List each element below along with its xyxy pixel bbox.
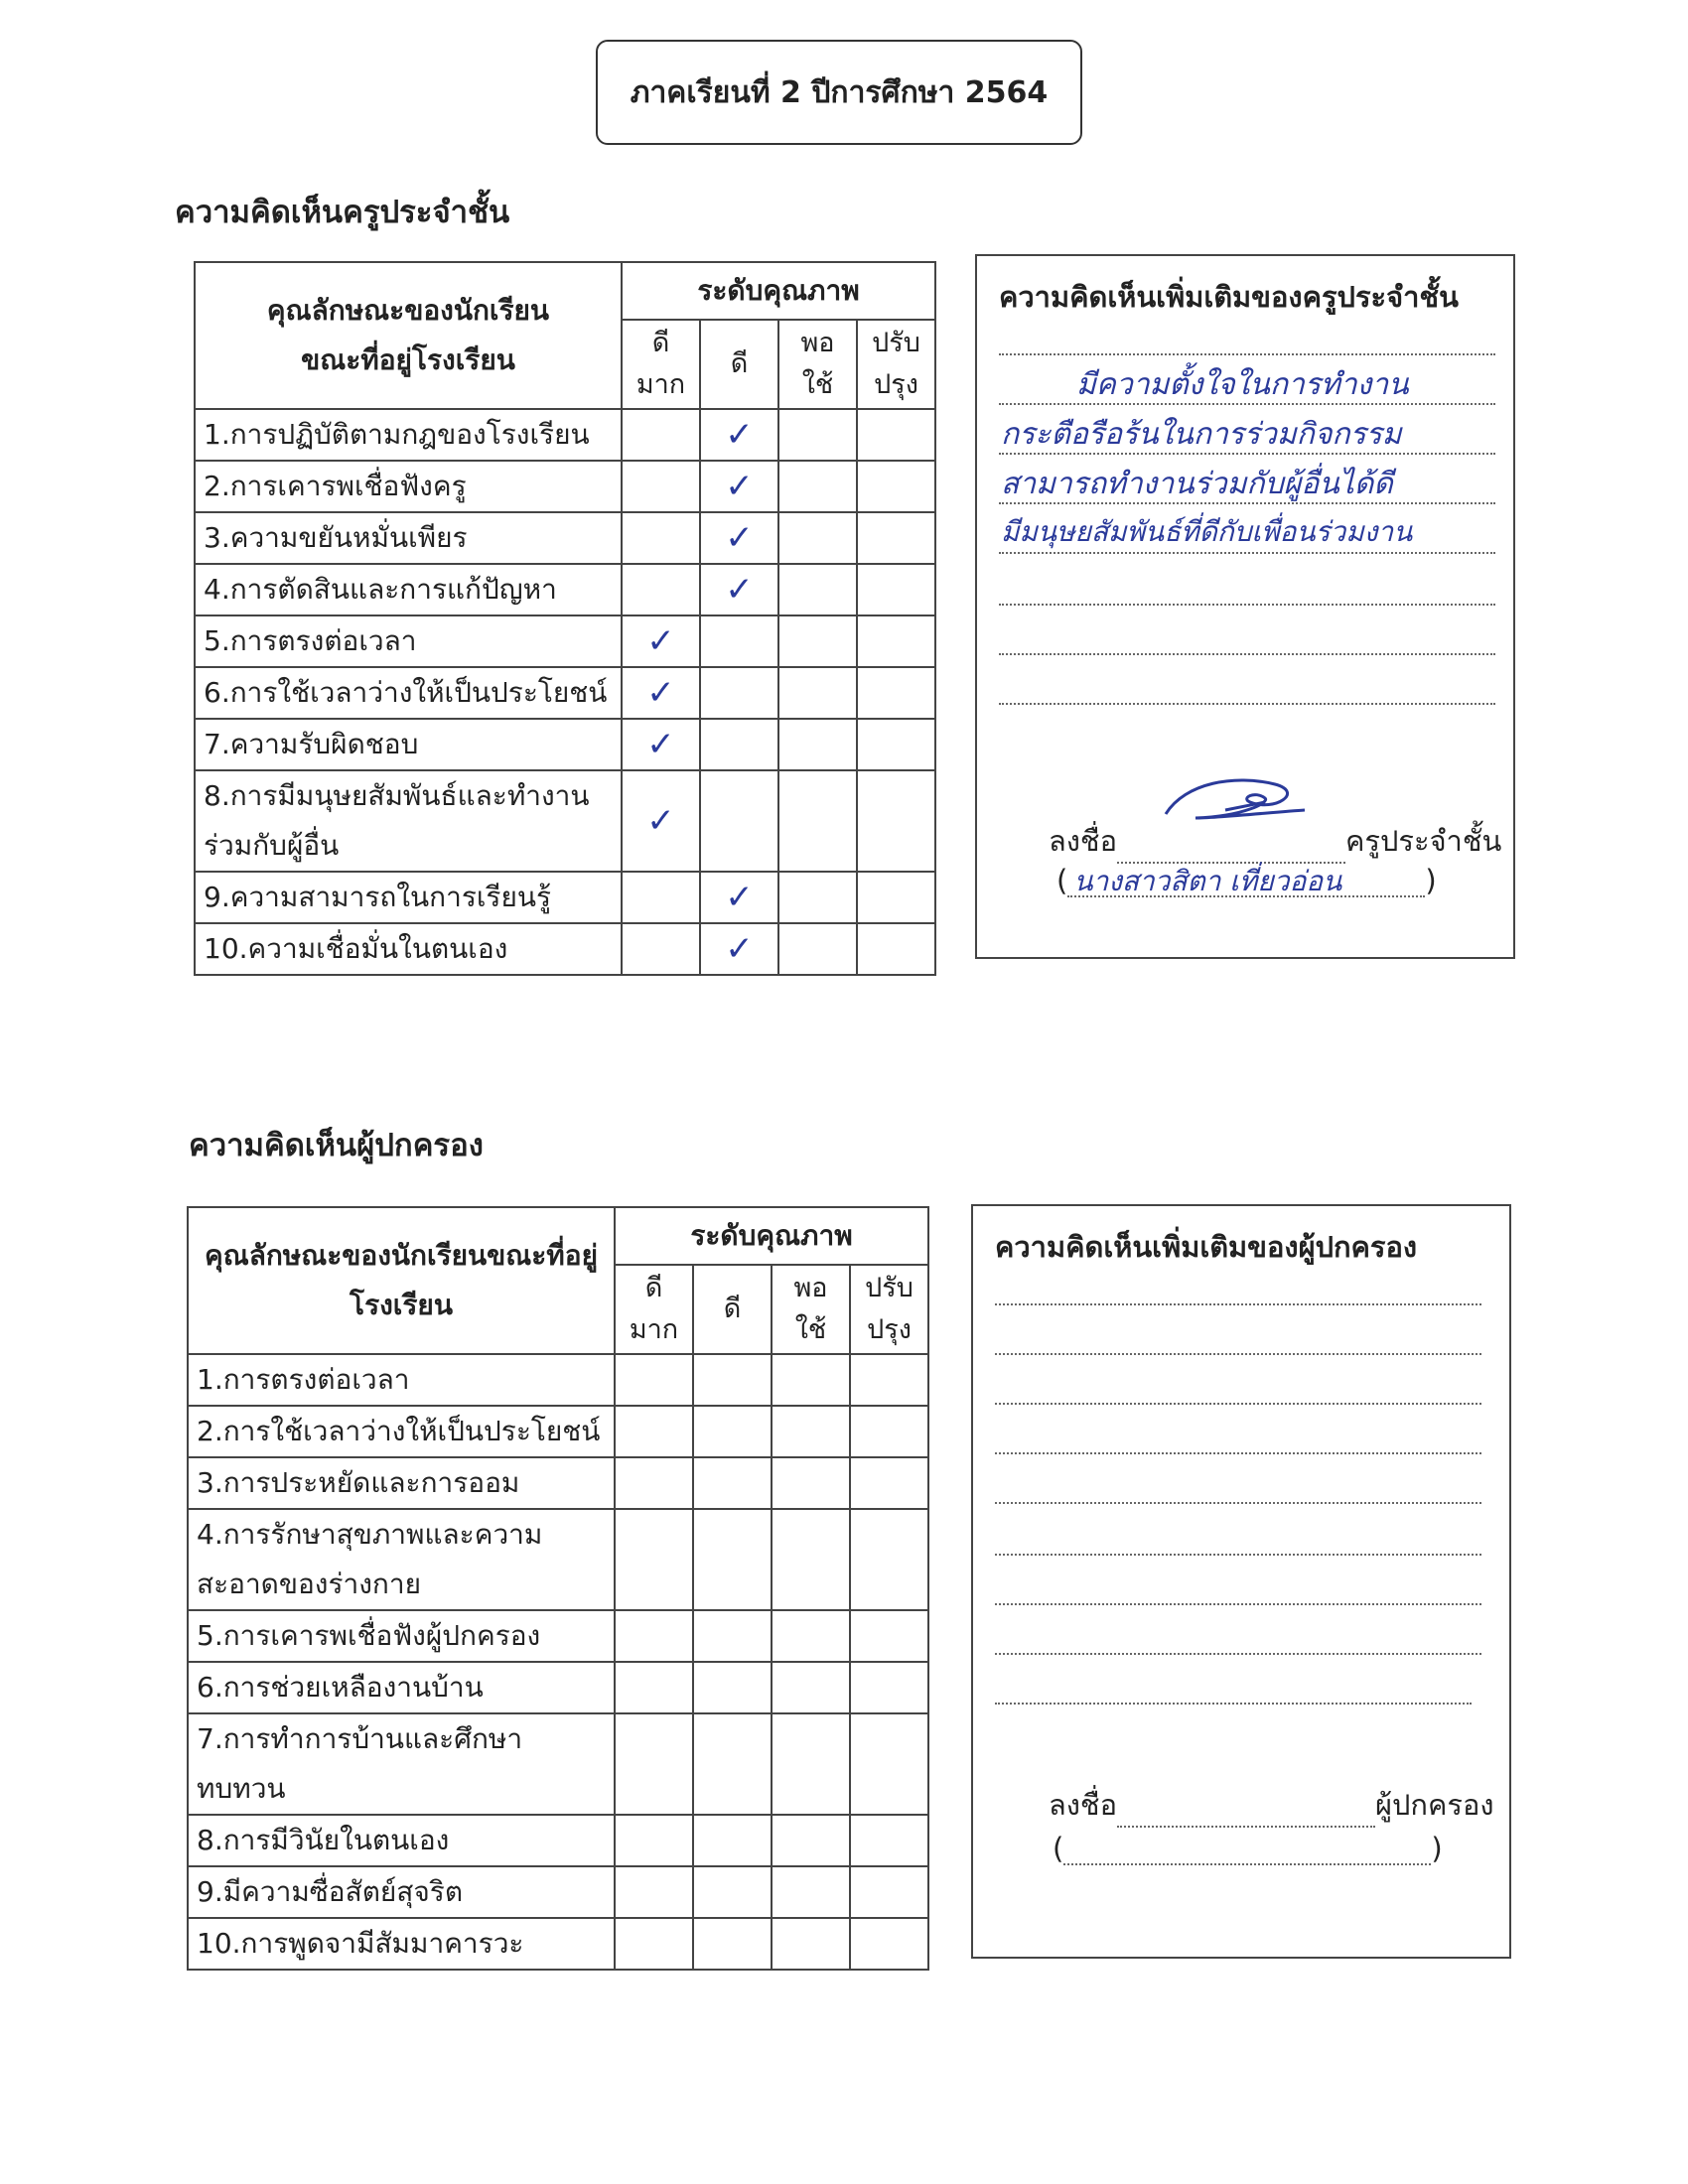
rating-cell[interactable] [615, 1354, 693, 1406]
handwritten-comment-line: กระตือรือร้นในการร่วมกิจกรรม [1001, 417, 1402, 452]
quality-level-header: ระดับคุณภาพ [622, 262, 935, 320]
characteristic-label: 4.การรักษาสุขภาพและความ สะอาดของร่างกาย [188, 1509, 615, 1610]
rating-cell[interactable] [693, 1918, 772, 1970]
parent-comment-box [971, 1204, 1511, 1959]
table-row [188, 1866, 928, 1918]
check-mark-icon: ✓ [646, 725, 675, 764]
rating-cell[interactable] [772, 1918, 850, 1970]
characteristic-label: 5.การตรงต่อเวลา [195, 615, 622, 667]
rating-cell[interactable] [615, 1713, 693, 1815]
table-row [195, 923, 935, 975]
characteristic-label: 6.การช่วยเหลืองานบ้าน [188, 1662, 615, 1713]
table-row [195, 615, 935, 667]
table-row [188, 1457, 928, 1509]
rating-cell[interactable] [772, 1509, 850, 1610]
rating-cell[interactable] [615, 1610, 693, 1662]
rating-cell[interactable] [622, 923, 700, 975]
rating-cell[interactable] [772, 1354, 850, 1406]
parent-evaluation-table [187, 1206, 929, 1971]
rating-cell[interactable] [615, 1866, 693, 1918]
rating-cell[interactable] [778, 512, 857, 564]
comment-line[interactable] [995, 1353, 1481, 1355]
rating-cell[interactable] [857, 667, 935, 719]
rating-cell[interactable] [693, 1509, 772, 1610]
characteristic-label: 1.การปฏิบัติตามกฎของโรงเรียน [195, 409, 622, 461]
rating-cell[interactable] [693, 1815, 772, 1866]
quality-level-header: ระดับคุณภาพ [615, 1207, 928, 1265]
rating-cell[interactable] [693, 1662, 772, 1713]
table-row [188, 1406, 928, 1457]
comment-line[interactable] [999, 604, 1495, 606]
rating-cell[interactable] [615, 1457, 693, 1509]
table-row [188, 1815, 928, 1866]
characteristic-label: 4.การตัดสินและการแก้ปัญหา [195, 564, 622, 615]
rating-cell[interactable] [850, 1457, 928, 1509]
characteristic-label: 2.การเคารพเชื่อฟังครู [195, 461, 622, 512]
rating-cell[interactable] [778, 923, 857, 975]
rating-cell[interactable] [693, 1610, 772, 1662]
rating-cell[interactable] [857, 409, 935, 461]
parent-name-row [1053, 1832, 1443, 1865]
table-row [188, 1662, 928, 1713]
rating-cell[interactable] [850, 1662, 928, 1713]
level-fair: พอ ใช้ [778, 320, 857, 409]
rating-cell[interactable] [857, 719, 935, 770]
rating-cell[interactable] [778, 615, 857, 667]
characteristic-label: 2.การใช้เวลาว่างให้เป็นประโยชน์ [188, 1406, 615, 1457]
table-header-characteristics: คุณลักษณะของนักเรียนขณะที่อยู่ โรงเรียน [188, 1207, 615, 1354]
rating-cell[interactable] [850, 1509, 928, 1610]
parent-section-heading: ความคิดเห็นผู้ปกครอง [189, 1128, 484, 1163]
teacher-comment-title: ความคิดเห็นเพิ่มเติมของครูประจำชั้น [999, 280, 1459, 314]
open-paren: ( [1053, 1832, 1064, 1865]
table-row [188, 1509, 928, 1610]
sign-role: ครูประจำชั้น [1345, 824, 1502, 858]
table-row [195, 461, 935, 512]
comment-line[interactable] [995, 1653, 1481, 1655]
name-line[interactable] [1063, 1834, 1431, 1865]
characteristic-label: 10.ความเชื่อมั่นในตนเอง [195, 923, 622, 975]
rating-cell[interactable] [622, 461, 700, 512]
teacher-evaluation-table [194, 261, 936, 976]
parent-sign-row [1049, 1782, 1494, 1828]
handwritten-comment-line: มีมนุษยสัมพันธ์ที่ดีกับเพื่อนร่วมงาน [1001, 515, 1413, 548]
rating-cell[interactable] [778, 872, 857, 923]
teacher-sign-row [1049, 818, 1501, 864]
table-row [188, 1918, 928, 1970]
handwritten-comment-line: มีความตั้งใจในการทำงาน [1076, 367, 1409, 402]
comment-line[interactable] [995, 1403, 1481, 1405]
rating-cell[interactable] [700, 770, 778, 872]
close-paren: ) [1425, 864, 1437, 897]
rating-cell[interactable] [700, 923, 778, 975]
characteristic-label: 9.ความสามารถในการเรียนรู้ [195, 872, 622, 923]
rating-cell[interactable] [772, 1866, 850, 1918]
rating-cell[interactable] [857, 564, 935, 615]
rating-cell[interactable] [850, 1918, 928, 1970]
rating-cell[interactable] [700, 409, 778, 461]
rating-cell[interactable] [615, 1662, 693, 1713]
teacher-comment-box [975, 254, 1515, 959]
open-paren: ( [1056, 864, 1068, 897]
table-row [195, 667, 935, 719]
close-paren: ) [1431, 1832, 1443, 1865]
check-mark-icon: ✓ [725, 467, 754, 506]
check-mark-icon: ✓ [646, 621, 675, 661]
rating-cell[interactable] [778, 719, 857, 770]
rating-cell[interactable] [693, 1406, 772, 1457]
comment-line[interactable] [999, 653, 1495, 655]
comment-line[interactable] [999, 353, 1495, 355]
comment-line[interactable] [995, 1502, 1481, 1504]
check-mark-icon: ✓ [646, 801, 675, 841]
table-row [195, 409, 935, 461]
signer-name: นางสาวสิตา เที่ยวอ่อน [1073, 865, 1342, 897]
table-row [195, 512, 935, 564]
level-good: ดี [700, 320, 778, 409]
rating-cell[interactable] [772, 1713, 850, 1815]
rating-cell[interactable] [857, 615, 935, 667]
rating-cell[interactable] [778, 770, 857, 872]
rating-cell[interactable] [772, 1610, 850, 1662]
rating-cell[interactable] [850, 1406, 928, 1457]
characteristic-label: 5.การเคารพเชื่อฟังผู้ปกครอง [188, 1610, 615, 1662]
rating-cell[interactable] [700, 461, 778, 512]
rating-cell[interactable] [850, 1610, 928, 1662]
table-row [195, 564, 935, 615]
rating-cell[interactable] [615, 1406, 693, 1457]
rating-cell[interactable] [857, 512, 935, 564]
rating-cell[interactable] [693, 1457, 772, 1509]
rating-cell[interactable] [772, 1662, 850, 1713]
level-fair: พอ ใช้ [772, 1265, 850, 1354]
rating-cell[interactable] [850, 1815, 928, 1866]
check-mark-icon: ✓ [646, 673, 675, 713]
characteristic-label: 8.การมีมนุษยสัมพันธ์และทำงาน ร่วมกับผู้อื่น [195, 770, 622, 872]
teacher-section-heading: ความคิดเห็นครูประจำชั้น [175, 195, 510, 230]
rating-cell[interactable] [615, 1509, 693, 1610]
characteristic-label: 7.ความรับผิดชอบ [195, 719, 622, 770]
rating-cell[interactable] [857, 872, 935, 923]
rating-cell[interactable] [778, 461, 857, 512]
characteristic-label: 6.การใช้เวลาว่างให้เป็นประโยชน์ [195, 667, 622, 719]
rating-cell[interactable] [693, 1713, 772, 1815]
rating-cell[interactable] [622, 409, 700, 461]
characteristic-label: 8.การมีวินัยในตนเอง [188, 1815, 615, 1866]
rating-cell[interactable] [693, 1866, 772, 1918]
check-mark-icon: ✓ [725, 929, 754, 969]
rating-cell[interactable] [857, 461, 935, 512]
characteristic-label: 9.มีความซื่อสัตย์สุจริต [188, 1866, 615, 1918]
rating-cell[interactable] [700, 564, 778, 615]
check-mark-icon: ✓ [725, 878, 754, 917]
table-row [188, 1354, 928, 1406]
comment-line[interactable] [999, 703, 1495, 705]
sign-label: ลงชื่อ [1049, 1788, 1118, 1822]
rating-cell[interactable] [622, 770, 700, 872]
rating-cell[interactable] [622, 512, 700, 564]
rating-cell[interactable] [772, 1815, 850, 1866]
comment-line[interactable] [995, 1554, 1481, 1556]
level-very-good: ดี มาก [622, 320, 700, 409]
rating-cell[interactable] [693, 1354, 772, 1406]
name-line[interactable] [1067, 866, 1425, 897]
semester-title: ภาคเรียนที่ 2 ปีการศึกษา 2564 [596, 40, 1082, 145]
rating-cell[interactable] [615, 1918, 693, 1970]
table-row [195, 872, 935, 923]
sign-role: ผู้ปกครอง [1375, 1788, 1494, 1822]
characteristic-label: 10.การพูดจามีสัมมาคารวะ [188, 1918, 615, 1970]
rating-cell[interactable] [772, 1406, 850, 1457]
teacher-name-row [1056, 864, 1437, 897]
rating-cell[interactable] [615, 1815, 693, 1866]
table-row [188, 1610, 928, 1662]
characteristic-label: 7.การทำการบ้านและศึกษา ทบทวน [188, 1713, 615, 1815]
comment-line[interactable] [995, 1703, 1472, 1705]
rating-cell[interactable] [700, 667, 778, 719]
rating-cell[interactable] [700, 615, 778, 667]
check-mark-icon: ✓ [725, 415, 754, 455]
rating-cell[interactable] [778, 564, 857, 615]
comment-line[interactable] [995, 1452, 1481, 1454]
rating-cell[interactable] [778, 667, 857, 719]
table-row [195, 770, 935, 872]
table-row [195, 719, 935, 770]
level-improve: ปรับ ปรุง [857, 320, 935, 409]
rating-cell[interactable] [850, 1713, 928, 1815]
rating-cell[interactable] [700, 872, 778, 923]
parent-comment-title: ความคิดเห็นเพิ่มเติมของผู้ปกครอง [995, 1230, 1418, 1264]
sign-label: ลงชื่อ [1049, 824, 1118, 858]
rating-cell[interactable] [857, 923, 935, 975]
level-very-good: ดี มาก [615, 1265, 693, 1354]
rating-cell[interactable] [622, 872, 700, 923]
check-mark-icon: ✓ [725, 518, 754, 558]
characteristic-label: 1.การตรงต่อเวลา [188, 1354, 615, 1406]
rating-cell[interactable] [778, 409, 857, 461]
rating-cell[interactable] [622, 615, 700, 667]
rating-cell[interactable] [850, 1866, 928, 1918]
rating-cell[interactable] [700, 512, 778, 564]
comment-line[interactable] [995, 1303, 1481, 1305]
table-header-characteristics: คุณลักษณะของนักเรียน ขณะที่อยู่โรงเรียน [195, 262, 622, 409]
rating-cell[interactable] [622, 719, 700, 770]
signature-line[interactable] [1117, 1796, 1375, 1828]
rating-cell[interactable] [622, 667, 700, 719]
rating-cell[interactable] [622, 564, 700, 615]
rating-cell[interactable] [857, 770, 935, 872]
characteristic-label: 3.การประหยัดและการออม [188, 1457, 615, 1509]
rating-cell[interactable] [772, 1457, 850, 1509]
level-improve: ปรับ ปรุง [850, 1265, 928, 1354]
rating-cell[interactable] [850, 1354, 928, 1406]
comment-line[interactable] [995, 1603, 1481, 1605]
check-mark-icon: ✓ [725, 570, 754, 610]
characteristic-label: 3.ความขยันหมั่นเพียร [195, 512, 622, 564]
rating-cell[interactable] [700, 719, 778, 770]
table-row [188, 1713, 928, 1815]
level-good: ดี [693, 1265, 772, 1354]
handwritten-comment-line: สามารถทำงานร่วมกับผู้อื่นได้ดี [1001, 467, 1393, 501]
